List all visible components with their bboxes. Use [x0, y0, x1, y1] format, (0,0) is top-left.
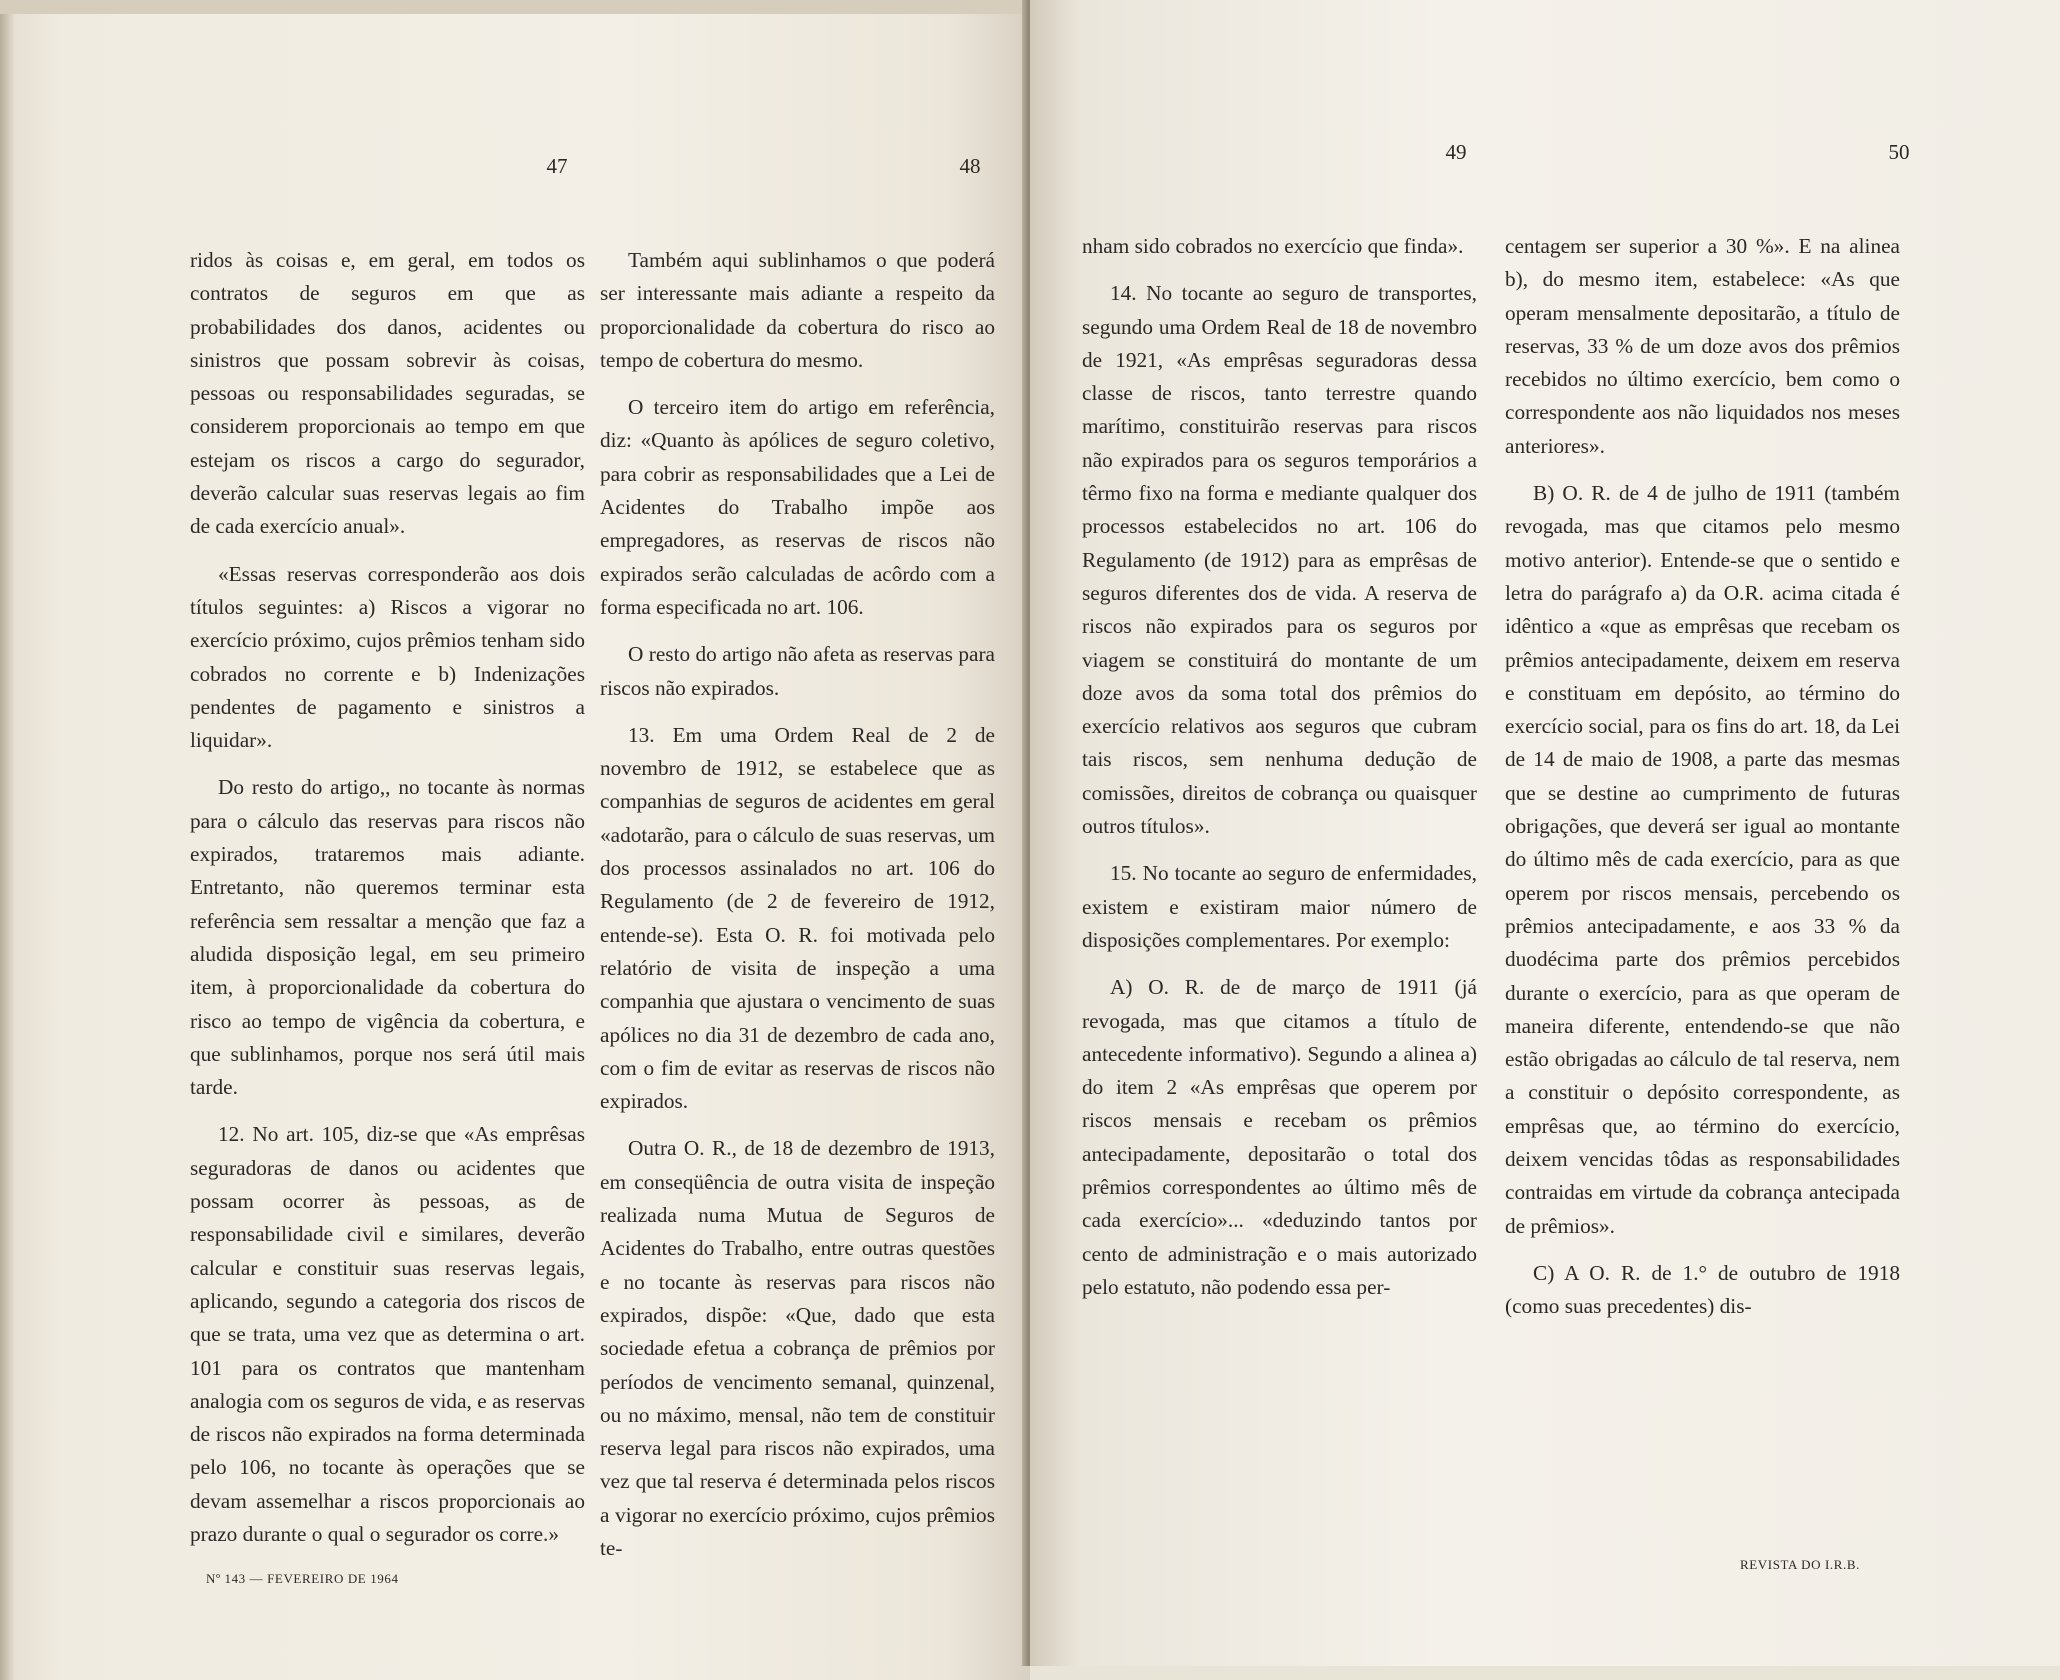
paragraph: 12. No art. 105, diz-se que «As emprêsas seguradoras de danos ou acidentes que possam ocorrer às pessoas, as de responsabilidade civil e similares, deverão calcular e constituir suas reservas legais, aplicando, segundo a categoria dos riscos de que se trata, uma vez que as determina o art. 101 para os contratos que mantenham analogia com os seguros de vida, e as reservas de riscos não expirados na forma determinada pelo 106, no tocante às operações que se devam assemelhar a riscos proporcionais ao prazo durante o qual o segurador os corre.» [190, 1122, 585, 1546]
paragraph: A) O. R. de de março de 1911 (já revogada, mas que citamos a título de antecedente informativo). Segundo a alinea a) do item 2 «As emprêsas que operem por riscos mensais e recebam os prêmios antecipadamente, depositarão o total dos prêmios correspondentes ao último mês de cada exercício»... «deduzindo tantos por cento de administração e o mais autorizado pelo estatuto, não podendo essa per- [1082, 975, 1477, 1299]
page-number-48: 48 [959, 154, 981, 178]
footer-journal: REVISTA DO I.R.B. [1740, 1557, 1861, 1572]
column-page-47 [190, 244, 585, 1565]
column-page-50 [1505, 230, 1900, 1338]
paragraph: nham sido cobrados no exercício que finda». [1082, 234, 1464, 258]
page-number-49: 49 [1445, 140, 1467, 164]
paragraph: 14. No tocante ao seguro de transportes, segundo uma Ordem Real de 18 de novembro de 1921, «As emprêsas seguradoras dessa classe de riscos, tanto terrestre quando marítimo, constituirão reservas para riscos não expirados para os seguros temporários a têrmo fixo na forma e mediante qualquer dos processos estabelecidos no art. 106 do Regulamento (de 1912) para as emprêsas de seguros diferentes dos de vida. A reserva de riscos não expirados para os seguros por viagem se constituirá do montante de um doze avos da soma total dos prêmios do exercício relativos aos seguros que cubram tais riscos, sem nenhuma dedução de comissões, direitos de cobrança ou quaisquer outros títulos». [1082, 281, 1477, 839]
right-page [1030, 0, 2060, 1666]
paragraph: 15. No tocante ao seguro de enfermidades, existem e existiram maior número de disposições complementares. Por exemplo: [1082, 861, 1477, 952]
paragraph: Outra O. R., de 18 de dezembro de 1913, em conseqüência de outra visita de inspeção realizada numa Mutua de Seguros de Acidentes do Trabalho, entre outras questões e no tocante às reservas para riscos não expirados, dispõe: «Que, dado que esta sociedade efetua a cobrança de prêmios por períodos de vencimento semanal, quinzenal, ou no máximo, mensal, não tem de constituir reserva legal para riscos não expirados, uma vez que tal reserva é determinada pelos riscos a vigorar no exercício próximo, cujos prêmios te- [600, 1136, 995, 1560]
paragraph: 13. Em uma Ordem Real de 2 de novembro de 1912, se estabelece que as companhias de seguros de acidentes em geral «adotarão, para o cálculo de suas reservas, um dos processos assinalados no art. 106 do Regulamento (de 2 de fevereiro de 1912, entende-se). Esta O. R. foi motivada pelo relatório de visita de inspeção a uma companhia que ajustara o vencimento de suas apólices no dia 31 de dezembro de cada ano, com o fim de evitar as reservas de riscos não expirados. [600, 722, 995, 1114]
paragraph: Também aqui sublinhamos o que poderá ser interessante mais adiante a respeito da proporcionalidade da cobertura do risco ao tempo de cobertura do mesmo. [600, 248, 995, 372]
page-edge [0, 14, 14, 1680]
column-page-48 [600, 244, 995, 1579]
paragraph: centagem ser superior a 30 %». E na alinea b), do mesmo item, estabelece: «As que operam mensalmente depositarão, a título de reservas, 33 % de um doze avos dos prêmios recebidos no último exercício, bem como o correspondente aos não liquidados nos meses anteriores». [1505, 234, 1900, 458]
paragraph: O terceiro item do artigo em referência, diz: «Quanto às apólices de seguro coletivo, para cobrir as responsabilidades que a Lei de Acidentes do Trabalho impõe aos empregadores, as reservas de riscos não expirados serão calculadas de acôrdo com a forma especificada no art. 106. [600, 395, 995, 619]
paragraph: C) A O. R. de 1.° de outubro de 1918 (como suas precedentes) dis- [1505, 1260, 1900, 1319]
paragraph: ridos às coisas e, em geral, em todos os contratos de seguros em que as probabilidades dos danos, acidentes ou sinistros que possam sobrevir às coisas, pessoas ou responsabilidades seguradas, se considerem proporcionais ao tempo em que estejam os riscos a cargo do segurador, deverão calcular suas reservas legais ao fim de cada exercício anual». [190, 248, 585, 539]
column-page-49 [1082, 230, 1477, 1318]
page-number-47: 47 [546, 154, 568, 178]
paragraph: O resto do artigo não afeta as reservas para riscos não expirados. [600, 642, 995, 700]
paragraph: B) O. R. de 4 de julho de 1911 (também revogada, mas que citamos pelo mesmo motivo anterior). Entende-se que o sentido e letra do parágrafo a) da O.R. acima citada é idêntico a «que as emprêsas que recebam os prêmios antecipadamente, deixem em reserva e constituam em depósito, ao término do exercício social, para os fins do art. 18, da Lei de 14 de maio de 1908, a parte das mesmas que se destine ao cumprimento de futuras obrigações, que deverá ser igual ao montante do último mês de cada exercício, para as que operem por riscos mensais, percebendo os prêmios antecipadamente, e aos 33 % da duodécima parte dos prêmios percebidos durante o exercício, para as que operam de maneira diferente, entendendo-se que não estão obrigadas ao cálculo de tal reserva, nem a constituir o depósito correspondente, as emprêsas que, ao término do exercício, deixem vencidas tôdas as responsabilidades contraidas em virtude da cobrança antecipada de prêmios». [1505, 481, 1900, 1238]
footer-issue: Nº 143 — FEVEREIRO DE 1964 [206, 1571, 399, 1586]
page-number-50: 50 [1888, 140, 1910, 164]
paragraph: Do resto do artigo,, no tocante às normas para o cálculo das reservas para riscos não expirados, trataremos mais adiante. Entretanto, não queremos terminar esta referência sem ressaltar a menção que faz a aludida disposição legal, em seu primeiro item, à proporcionalidade da cobertura do risco ao tempo de vigência da cobertura, e que sublinhamos, porque nos será útil mais tarde. [190, 775, 585, 1100]
paragraph: «Essas reservas corresponderão aos dois títulos seguintes: a) Riscos a vigorar no exercício próximo, cujos prêmios tenham sido cobrados no corrente e b) Indenizações pendentes de pagamento e sinistros a liquidar». [190, 561, 585, 753]
